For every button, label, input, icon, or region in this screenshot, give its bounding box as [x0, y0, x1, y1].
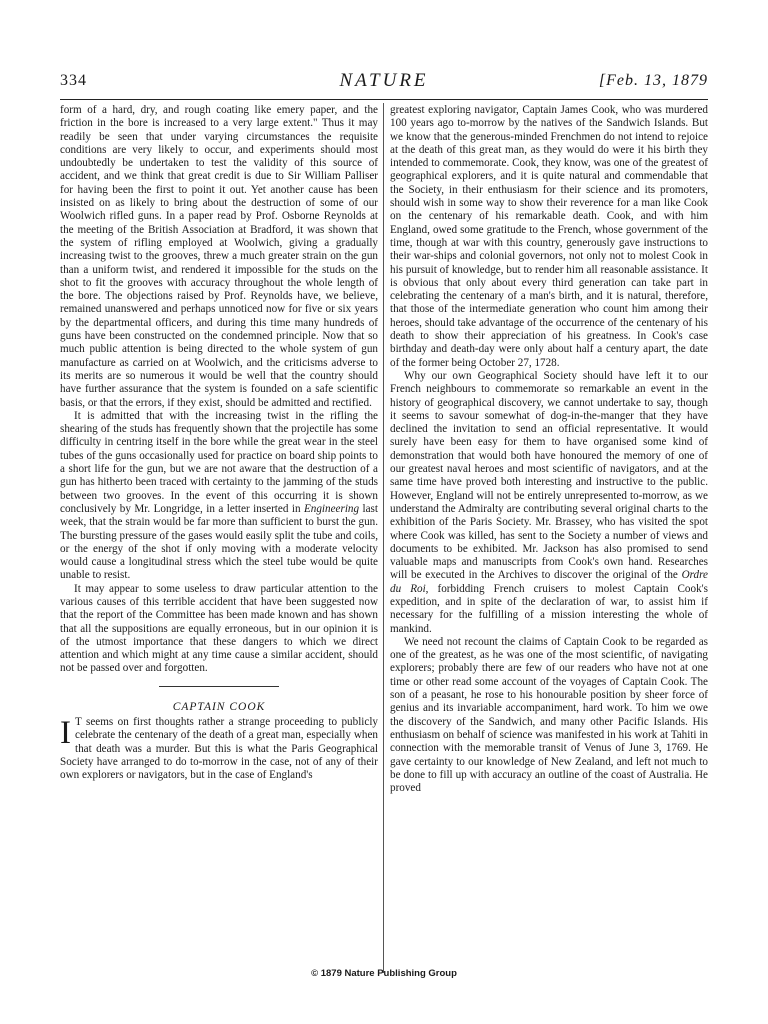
page-number: 334: [60, 72, 87, 89]
paragraph-text: , forbidding French cruisers to molest Captain Cook's expedition, and in spite of the declaration of war, to assist him if necessary for the fulfilling of a mission interesting the whole of mankind.: [390, 582, 708, 635]
section-title: CAPTAIN COOK: [172, 700, 266, 713]
section-divider: [159, 686, 279, 687]
left-column: [60, 104, 378, 783]
article-paragraph: [60, 716, 378, 782]
article-paragraph: form of a hard, dry, and rough coating like emery paper, and the friction in the bore is increased to a very large extent." Thus it may readily be seen that under varying circumstances the requisite conditions are very likely to occur, and experiments should most undoubtedly be undertaken to test the validity of this source of accident, and we think that great credit is due to Sir William Palliser for having been the first to point it out. Yet another cause has been insisted on as likely to bring about the destruction of some of our Woolwich rifled guns. In a paper read by Prof. Osborne Reynolds at the meeting of the British Association at Bradford, it was shown that the system of rifling employed at Woolwich, giving a gradually increasing twist to the grooves, threw a much greater strain on the gun than a uniform twist, and rendered it impossible for the studs on the shot to fit the grooves with accuracy throughout the whole length of the bore. The objections raised by Prof. Reynolds have, we believe, remained unanswered and perhaps unnoticed now for five or six years by the departmental officers, and during this time many hundreds of guns have been constructed on the condemned principle. Now that so much public attention is being directed to the whole system of gun manufacture as carried on at Woolwich, and the criticisms adverse to its merits are so numerous it would be well that the country should have further assurance that the system is founded on a safe scientific basis, or that the errors, if they exist, should be admitted and rectified.: [60, 104, 378, 409]
paragraph-text: last week, that the strain would be far more than sufficient to burst the gun. The bursting pressure of the gases would easily split the tube and coils, or the energy of the shot if only moving with a moderate velocity would cause a longitudinal stress which the steel tube would be quite unable to resist.: [60, 502, 378, 582]
section-opening: [60, 716, 378, 782]
issue-date: [Feb. 13, 1879: [598, 72, 708, 89]
paragraph-text: It is admitted that with the increasing twist in the rifling the shearing of the studs has frequently shown that the projectile has some difficulty in centring itself in the bore while the great wear in the steel tubes of the guns occasionally used for practice on board ship points to a short life for the gun, but we are not aware that the destruction of a gun has hitherto been traced with certainty to the jamming of the studs between two grooves. In the event of this occurring it is shown conclusively by Mr. Longridge, in a letter inserted in: [60, 409, 378, 515]
article-paragraph: [60, 410, 378, 583]
column-divider: [383, 103, 384, 973]
paragraph-text: Why our own Geographical Society should have left it to our French neighbours to commemorate so remarkable an event in the history of geographical discovery, we cannot undertake to say, though it seems to savour somewhat of dog-in-the-manger that they have declined the invitation to send an official representative. It would surely have been easy for them to have organised some kind of demonstration that would both have honoured the memory of one of our greatest naval heroes and most scientific of navigators, and at the same time have proved both interesting and instructive to the public. However, England will not be entirely unrepresented to-morrow, as we understand the Admiralty are contributing several original charts to the exhibition of the Paris Society. Mr. Brassey, who has visited the spot where Cook was killed, has sent to the Society a number of views and documents to be exhibited. Mr. Jackson has also promised to send valuable maps and manuscripts from Cook's own hand. Researches will be executed in the Archives to discover the original of the: [390, 369, 708, 582]
article-paragraph: We need not recount the claims of Captain Cook to be regarded as one of the greatest, as he was one of the most scientific, of navigating explorers; probably there are few of our readers who have not at one time or other read some account of the voyages of Captain Cook. The son of a peasant, he rose to his honourable position by sheer force of genius and its invariable accompaniment, hard work. To him we owe the discovery of the Sandwich, and many other Pacific Islands. His enthusiasm on behalf of science was manifested in his work at Tahiti in connection with the memorable transit of Venus of June 3, 1769. He gave certainty to our knowledge of New Zealand, and left not much to be done to fill up with accuracy an outline of the coast of Australia. He proved: [390, 635, 708, 795]
page-header: [60, 72, 708, 96]
header-rule: [60, 99, 708, 100]
journal-reference: Engineering: [303, 502, 360, 515]
paragraph-text: T seems on first thoughts rather a strange proceeding to publicly celebrate the centenary of the death of a great man, especially when that death was a murder. But this is what the Paris Geographical Society have arranged to do to-morrow in the case, not of any of their own explorers or navigators, but in the case of England's: [60, 716, 378, 782]
copyright-footer: © 1879 Nature Publishing Group: [311, 968, 457, 979]
article-paragraph: It may appear to some useless to draw particular attention to the various causes of this terrible accident that have been suggested now that the report of the Committee has been made known and has shown that all the suppositions are equally erroneous, but in our opinion it is of the utmost importance that these dangers to which we direct attention and which might at any time cause a similar accident, should not be passed over and forgotten.: [60, 582, 378, 675]
article-paragraph: greatest exploring navigator, Captain James Cook, who was murdered 100 years ago to-morrow by the natives of the Sandwich Islands. But we know that the generous-minded Frenchmen do not intend to rejoice at the death of this great man, as they would do were it his birth they intended to commemorate. Cook, they know, was one of the greatest of geographical explorers, and it is quite natural and commendable that the Society, in their enthusiasm for their science and its promoters, should wish in some way to show their reverence for a man like Cook on the centenary of his remarkable death. Cook, and with him England, owed some gratitude to the French, whose government of the time, though at war with this country, generously gave instructions to their war-ships and colonial governors, not only not to molest Cook in his pursuit of knowledge, but to render him all reasonable assistance. It is obvious that only about every third generation can take part in celebrating the centenary of a man's birth, and it is natural, therefore, that those of the intermediate generation who count him among their heroes, should take advantage of the occurrence of the centenary of his death to show their appreciation of his greatness. In Cook's case birthday and death-day were only about half a century apart, the date of the former being October 27, 1728.: [390, 104, 708, 369]
article-paragraph: [390, 370, 708, 636]
document-reference: Ordre du Roi: [390, 569, 708, 595]
drop-cap: I: [60, 715, 71, 752]
journal-title: NATURE: [339, 70, 429, 91]
right-column: [390, 104, 708, 795]
